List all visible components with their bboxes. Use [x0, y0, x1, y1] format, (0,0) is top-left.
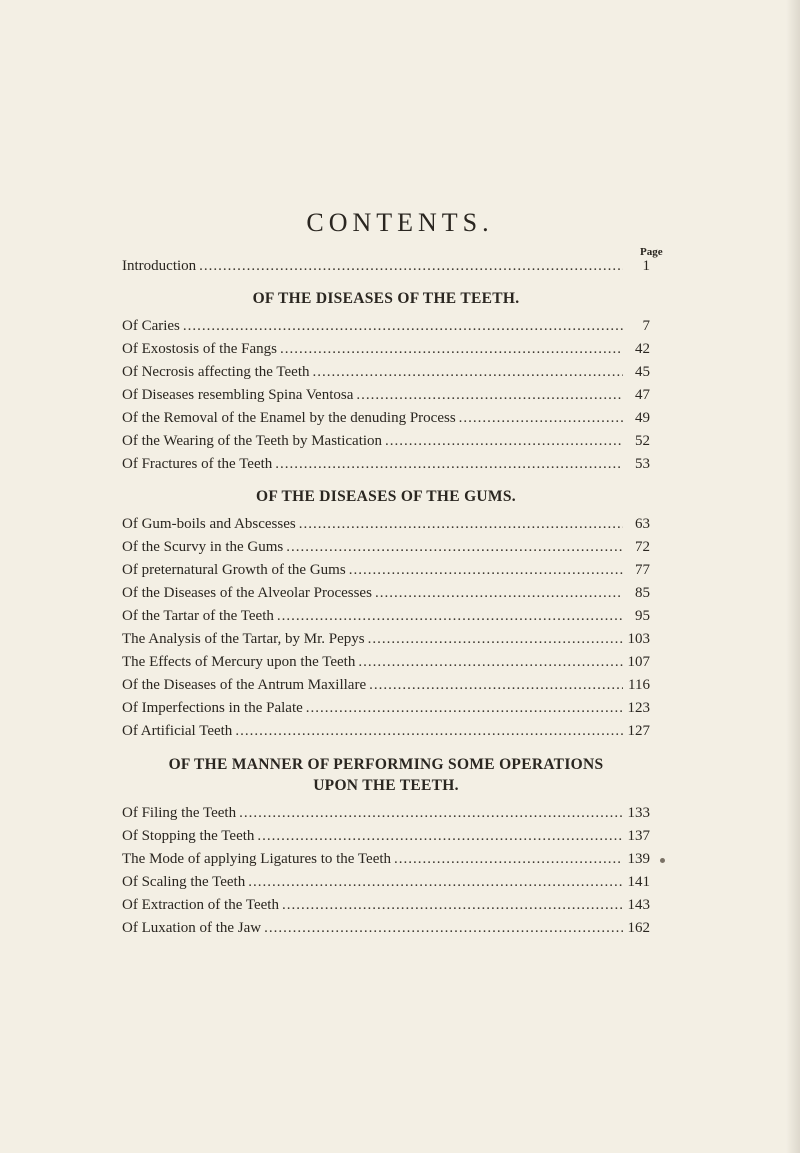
toc-entry-title: Of Fractures of the Teeth: [122, 456, 273, 472]
toc-entry: [122, 433, 650, 453]
dot-leader: [275, 456, 623, 473]
toc-entry-page: 49: [635, 410, 650, 426]
toc-entry-title: Of Luxation of the Jaw: [122, 920, 262, 936]
toc-entry-page: 116: [628, 677, 650, 693]
toc-entry: [122, 410, 650, 430]
page-column-label: Page: [640, 246, 663, 258]
toc-entry-page: 123: [627, 700, 650, 716]
dot-leader: [459, 410, 623, 427]
toc-entry-title: Of the Diseases of the Antrum Maxillare: [122, 677, 367, 693]
dot-leader: [375, 585, 623, 602]
toc-entry: [122, 851, 650, 871]
section-heading-operations-line1: OF THE MANNER OF PERFORMING SOME OPERATIONS: [168, 756, 604, 773]
toc-entry: [122, 608, 650, 628]
dot-leader: [183, 318, 623, 335]
toc-entry: [122, 654, 650, 674]
toc-entry-title: Of the Tartar of the Teeth: [122, 608, 274, 624]
ink-speck: [660, 858, 665, 863]
dot-leader: [277, 608, 623, 625]
dot-leader: [248, 874, 623, 891]
section-heading-gums: OF THE DISEASES OF THE GUMS.: [256, 488, 516, 505]
dot-leader: [369, 677, 623, 694]
toc-entry-page: 141: [627, 874, 650, 890]
toc-entry: [122, 516, 650, 536]
dot-leader: [299, 516, 623, 533]
dot-leader: [385, 433, 623, 450]
toc-entry: [122, 920, 650, 940]
toc-entry: [122, 341, 650, 361]
dot-leader: [394, 851, 623, 868]
dot-leader: [280, 341, 623, 358]
toc-entry-page: 45: [635, 364, 650, 380]
toc-entry: [122, 539, 650, 559]
toc-entry: [122, 631, 650, 651]
page-edge-shadow: [786, 0, 800, 1153]
toc-entry-title: Of Scaling the Teeth: [122, 874, 246, 890]
toc-entry-page: 133: [627, 805, 650, 821]
toc-entry: [122, 874, 650, 894]
toc-entry-page: 7: [642, 318, 650, 334]
toc-entry-page: 53: [635, 456, 650, 472]
toc-entry-page: 1: [642, 258, 650, 274]
toc-entry-page: 127: [627, 723, 650, 739]
toc-entry-title: Of Exostosis of the Fangs: [122, 341, 277, 357]
dot-leader: [235, 723, 623, 740]
toc-entry-title: Of Diseases resembling Spina Ventosa: [122, 387, 354, 403]
toc-entry-page: 42: [635, 341, 650, 357]
toc-entry-title: Of Stopping the Teeth: [122, 828, 255, 844]
toc-entry-page: 47: [635, 387, 650, 403]
dot-leader: [264, 920, 623, 937]
dot-leader: [282, 897, 623, 914]
page-title: CONTENTS.: [306, 208, 494, 237]
toc-entry-page: 139: [627, 851, 650, 867]
toc-entry: [122, 585, 650, 605]
toc-entry: [122, 700, 650, 720]
toc-entry: [122, 456, 650, 476]
dot-leader: [257, 828, 623, 845]
toc-entry: [122, 364, 650, 384]
toc-entry-title: Of Necrosis affecting the Teeth: [122, 364, 310, 380]
toc-entry-introduction: [122, 258, 650, 278]
toc-entry: [122, 828, 650, 848]
toc-entry-title: Of the Wearing of the Teeth by Mastication: [122, 433, 383, 449]
toc-entry: [122, 562, 650, 582]
toc-entry-page: 63: [635, 516, 650, 532]
toc-entry: [122, 897, 650, 917]
toc-entry-page: 95: [635, 608, 650, 624]
dot-leader: [368, 631, 623, 648]
toc-entry: [122, 805, 650, 825]
toc-entry-title: Of the Scurvy in the Gums: [122, 539, 284, 555]
dot-leader: [349, 562, 623, 579]
dot-leader: [239, 805, 623, 822]
toc-entry-page: 162: [627, 920, 650, 936]
dot-leader: [199, 258, 623, 275]
toc-entry-page: 143: [627, 897, 650, 913]
toc-entry-title: Of Gum-boils and Abscesses: [122, 516, 296, 532]
dot-leader: [358, 654, 623, 671]
toc-entry: [122, 387, 650, 407]
toc-entry-page: 137: [627, 828, 650, 844]
toc-entry-page: 85: [635, 585, 650, 601]
toc-entry-title: Of preternatural Growth of the Gums: [122, 562, 346, 578]
toc-entry-title: Of Extraction of the Teeth: [122, 897, 279, 913]
toc-entry: [122, 723, 650, 743]
toc-entry-title: The Mode of applying Ligatures to the Teeth: [122, 851, 392, 867]
toc-entry-page: 77: [635, 562, 650, 578]
dot-leader: [306, 700, 623, 717]
toc-entry-title: Of Imperfections in the Palate: [122, 700, 303, 716]
toc-entry: [122, 677, 650, 697]
toc-entry-title: The Effects of Mercury upon the Teeth: [122, 654, 356, 670]
toc-entry-title: Of the Removal of the Enamel by the denuding Process: [122, 410, 456, 426]
toc-entry-page: 52: [635, 433, 650, 449]
toc-entry-title: Of Caries: [122, 318, 180, 334]
toc-entry-title: The Analysis of the Tartar, by Mr. Pepys: [122, 631, 365, 647]
toc-entry: [122, 318, 650, 338]
toc-entry-title: Of the Diseases of the Alveolar Processes: [122, 585, 372, 601]
dot-leader: [356, 387, 623, 404]
toc-entry-title: Introduction: [122, 258, 197, 274]
section-heading-teeth: OF THE DISEASES OF THE TEETH.: [252, 290, 520, 307]
toc-entry-page: 103: [627, 631, 650, 647]
toc-entry-title: Of Filing the Teeth: [122, 805, 237, 821]
toc-entry-title: Of Artificial Teeth: [122, 723, 233, 739]
dot-leader: [286, 539, 623, 556]
dot-leader: [313, 364, 624, 381]
section-heading-operations-line2: UPON THE TEETH.: [313, 777, 459, 794]
toc-entry-page: 107: [627, 654, 650, 670]
toc-entry-page: 72: [635, 539, 650, 555]
